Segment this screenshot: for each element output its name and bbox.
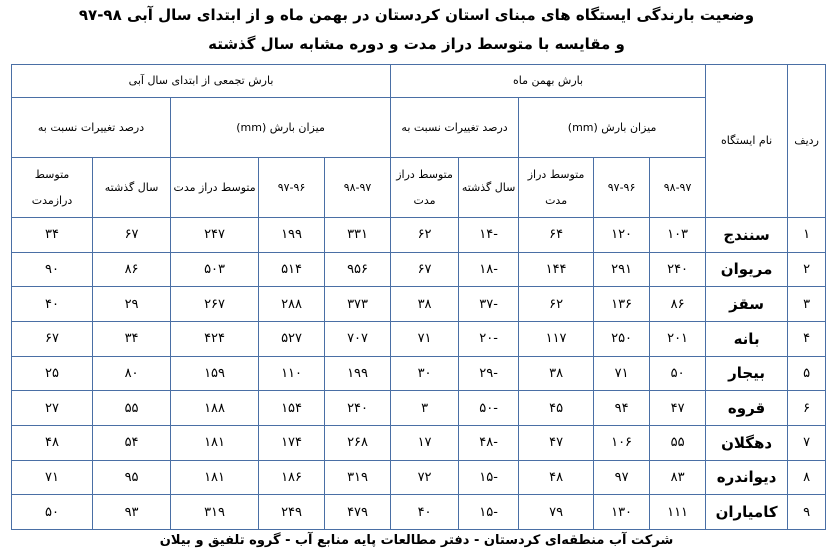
table-cell-mavg: ۴۵ <box>519 391 594 426</box>
table-cell-m9697: ۲۹۱ <box>594 252 650 287</box>
table-cell-m9697: ۷۱ <box>594 356 650 391</box>
table-cell-mly: -۲۹ <box>459 356 519 391</box>
table-cell-c9798: ۷۰۷ <box>325 321 391 356</box>
table-cell-cly: ۹۳ <box>93 495 171 530</box>
table-cell-no: ۷ <box>788 425 826 460</box>
table-cell-mavg: ۳۸ <box>519 356 594 391</box>
footer-credit: شرکت آب منطقه‌ای کردستان - دفتر مطالعات پایه منابع آب - گروه تلفیق و بیلان <box>159 533 674 548</box>
table-cell-mly: -۵۰ <box>459 391 519 426</box>
station-name-cell: سنندج <box>706 218 788 253</box>
station-name-cell: دیواندره <box>706 460 788 495</box>
header-cumulative-rain-mm: میزان بارش (mm) <box>171 98 391 158</box>
table-cell-cavg: ۱۸۸ <box>171 391 259 426</box>
table-cell-mavg: ۴۸ <box>519 460 594 495</box>
table-cell-mlt: ۴۰ <box>391 495 459 530</box>
table-cell-m9697: ۹۷ <box>594 460 650 495</box>
station-name-cell: بانه <box>706 321 788 356</box>
table-cell-clt: ۳۴ <box>12 218 93 253</box>
table-cell-clt: ۷۱ <box>12 460 93 495</box>
table-row <box>12 287 826 322</box>
table-cell-c9697: ۵۱۴ <box>259 252 325 287</box>
table-cell-c9798: ۲۶۸ <box>325 425 391 460</box>
table-cell-c9697: ۱۱۰ <box>259 356 325 391</box>
table-cell-cly: ۵۵ <box>93 391 171 426</box>
header-c-9697: ۹۷-۹۶ <box>259 158 325 218</box>
table-cell-cly: ۸۰ <box>93 356 171 391</box>
table-cell-mly: -۱۴ <box>459 218 519 253</box>
table-cell-m9798: ۵۵ <box>650 425 706 460</box>
table-cell-clt: ۴۸ <box>12 425 93 460</box>
table-cell-cavg: ۴۲۴ <box>171 321 259 356</box>
rainfall-table <box>11 64 826 530</box>
table-cell-mlt: ۷۱ <box>391 321 459 356</box>
table-cell-m9798: ۱۱۱ <box>650 495 706 530</box>
station-name-cell: کامیاران <box>706 495 788 530</box>
header-m-long-avg: متوسط دراز مدت <box>519 158 594 218</box>
table-cell-clt: ۲۷ <box>12 391 93 426</box>
table-cell-cly: ۵۴ <box>93 425 171 460</box>
station-name-cell: مریوان <box>706 252 788 287</box>
table-cell-m9697: ۲۵۰ <box>594 321 650 356</box>
table-cell-cly: ۶۷ <box>93 218 171 253</box>
table-row <box>12 425 826 460</box>
table-cell-mly: -۴۸ <box>459 425 519 460</box>
table-cell-c9697: ۱۸۶ <box>259 460 325 495</box>
table-cell-mlt: ۷۲ <box>391 460 459 495</box>
table-cell-no: ۹ <box>788 495 826 530</box>
table-cell-c9798: ۳۱۹ <box>325 460 391 495</box>
table-cell-c9697: ۱۷۴ <box>259 425 325 460</box>
header-c-long-term: متوسط درازمدت <box>12 158 93 218</box>
header-c-9798: ۹۸-۹۷ <box>325 158 391 218</box>
table-cell-m9798: ۸۳ <box>650 460 706 495</box>
table-cell-mly: -۱۵ <box>459 495 519 530</box>
table-cell-no: ۳ <box>788 287 826 322</box>
header-cumulative-change-pct: درصد تغییرات نسبت به <box>12 98 171 158</box>
header-m-9798: ۹۸-۹۷ <box>650 158 706 218</box>
table-cell-m9798: ۴۷ <box>650 391 706 426</box>
table-cell-m9697: ۱۲۰ <box>594 218 650 253</box>
header-m-last-year: سال گذشته <box>459 158 519 218</box>
table-cell-no: ۶ <box>788 391 826 426</box>
table-cell-m9697: ۱۳۰ <box>594 495 650 530</box>
table-cell-mlt: ۳۰ <box>391 356 459 391</box>
table-cell-no: ۱ <box>788 218 826 253</box>
table-cell-cavg: ۱۸۱ <box>171 460 259 495</box>
table-cell-m9798: ۱۰۳ <box>650 218 706 253</box>
table-cell-cavg: ۵۰۳ <box>171 252 259 287</box>
table-row <box>12 495 826 530</box>
station-name-cell: بیجار <box>706 356 788 391</box>
report-title: وضعیت بارندگی ایستگاه های مبنای استان کردستان در بهمن ماه و از ابتدای سال آبی ۹۸-۹۷ <box>78 6 755 24</box>
header-cumulative-rain: بارش تجمعی از ابتدای سال آبی <box>12 65 391 98</box>
station-name-cell: دهگلان <box>706 425 788 460</box>
table-cell-cavg: ۱۸۱ <box>171 425 259 460</box>
header-row-number: ردیف <box>788 65 826 218</box>
table-cell-c9697: ۱۹۹ <box>259 218 325 253</box>
table-cell-c9798: ۹۵۶ <box>325 252 391 287</box>
table-cell-mlt: ۶۷ <box>391 252 459 287</box>
table-row <box>12 460 826 495</box>
table-cell-mavg: ۷۹ <box>519 495 594 530</box>
header-monthly-change-pct: درصد تغییرات نسبت به <box>391 98 519 158</box>
table-cell-clt: ۴۰ <box>12 287 93 322</box>
table-cell-cavg: ۳۱۹ <box>171 495 259 530</box>
report-subtitle: و مقایسه با متوسط دراز مدت و دوره مشابه سال گذشته <box>208 35 625 53</box>
header-monthly-rain: بارش بهمن ماه <box>391 65 706 98</box>
table-cell-c9798: ۳۷۳ <box>325 287 391 322</box>
table-cell-mavg: ۶۴ <box>519 218 594 253</box>
table-cell-mly: -۱۸ <box>459 252 519 287</box>
table-cell-no: ۵ <box>788 356 826 391</box>
table-cell-mavg: ۴۷ <box>519 425 594 460</box>
header-c-last-year: سال گذشته <box>93 158 171 218</box>
table-row <box>12 356 826 391</box>
table-cell-mavg: ۱۴۴ <box>519 252 594 287</box>
header-c-long-avg: متوسط دراز مدت <box>171 158 259 218</box>
table-cell-no: ۴ <box>788 321 826 356</box>
table-cell-cly: ۸۶ <box>93 252 171 287</box>
station-name-cell: قروه <box>706 391 788 426</box>
table-cell-mly: -۳۷ <box>459 287 519 322</box>
table-cell-mly: -۱۵ <box>459 460 519 495</box>
table-cell-clt: ۲۵ <box>12 356 93 391</box>
table-cell-cavg: ۲۶۷ <box>171 287 259 322</box>
table-cell-cavg: ۲۴۷ <box>171 218 259 253</box>
table-cell-c9697: ۱۵۴ <box>259 391 325 426</box>
table-cell-clt: ۶۷ <box>12 321 93 356</box>
station-name-cell: سقز <box>706 287 788 322</box>
table-cell-c9697: ۲۴۹ <box>259 495 325 530</box>
header-m-long-term: متوسط دراز مدت <box>391 158 459 218</box>
table-cell-c9798: ۴۷۹ <box>325 495 391 530</box>
table-cell-m9697: ۹۴ <box>594 391 650 426</box>
table-cell-mly: -۲۰ <box>459 321 519 356</box>
header-monthly-rain-mm: میزان بارش (mm) <box>519 98 706 158</box>
table-cell-c9798: ۲۴۰ <box>325 391 391 426</box>
table-cell-m9697: ۱۳۶ <box>594 287 650 322</box>
table-cell-clt: ۵۰ <box>12 495 93 530</box>
table-cell-cly: ۳۴ <box>93 321 171 356</box>
table-cell-m9798: ۸۶ <box>650 287 706 322</box>
table-cell-c9697: ۵۲۷ <box>259 321 325 356</box>
table-cell-m9798: ۲۰۱ <box>650 321 706 356</box>
table-row <box>12 252 826 287</box>
table-cell-c9798: ۱۹۹ <box>325 356 391 391</box>
table-row <box>12 391 826 426</box>
table-cell-m9798: ۲۴۰ <box>650 252 706 287</box>
table-cell-no: ۸ <box>788 460 826 495</box>
table-cell-mlt: ۳۸ <box>391 287 459 322</box>
table-cell-cavg: ۱۵۹ <box>171 356 259 391</box>
table-cell-cly: ۹۵ <box>93 460 171 495</box>
header-m-9697: ۹۷-۹۶ <box>594 158 650 218</box>
table-cell-c9697: ۲۸۸ <box>259 287 325 322</box>
table-cell-c9798: ۳۳۱ <box>325 218 391 253</box>
table-cell-mlt: ۱۷ <box>391 425 459 460</box>
table-cell-mavg: ۱۱۷ <box>519 321 594 356</box>
table-cell-cly: ۲۹ <box>93 287 171 322</box>
table-cell-m9697: ۱۰۶ <box>594 425 650 460</box>
table-row <box>12 218 826 253</box>
table-cell-mlt: ۳ <box>391 391 459 426</box>
table-cell-clt: ۹۰ <box>12 252 93 287</box>
table-cell-mavg: ۶۲ <box>519 287 594 322</box>
table-cell-no: ۲ <box>788 252 826 287</box>
table-row <box>12 321 826 356</box>
header-station-name: نام ایستگاه <box>706 65 788 218</box>
table-cell-mlt: ۶۲ <box>391 218 459 253</box>
table-cell-m9798: ۵۰ <box>650 356 706 391</box>
